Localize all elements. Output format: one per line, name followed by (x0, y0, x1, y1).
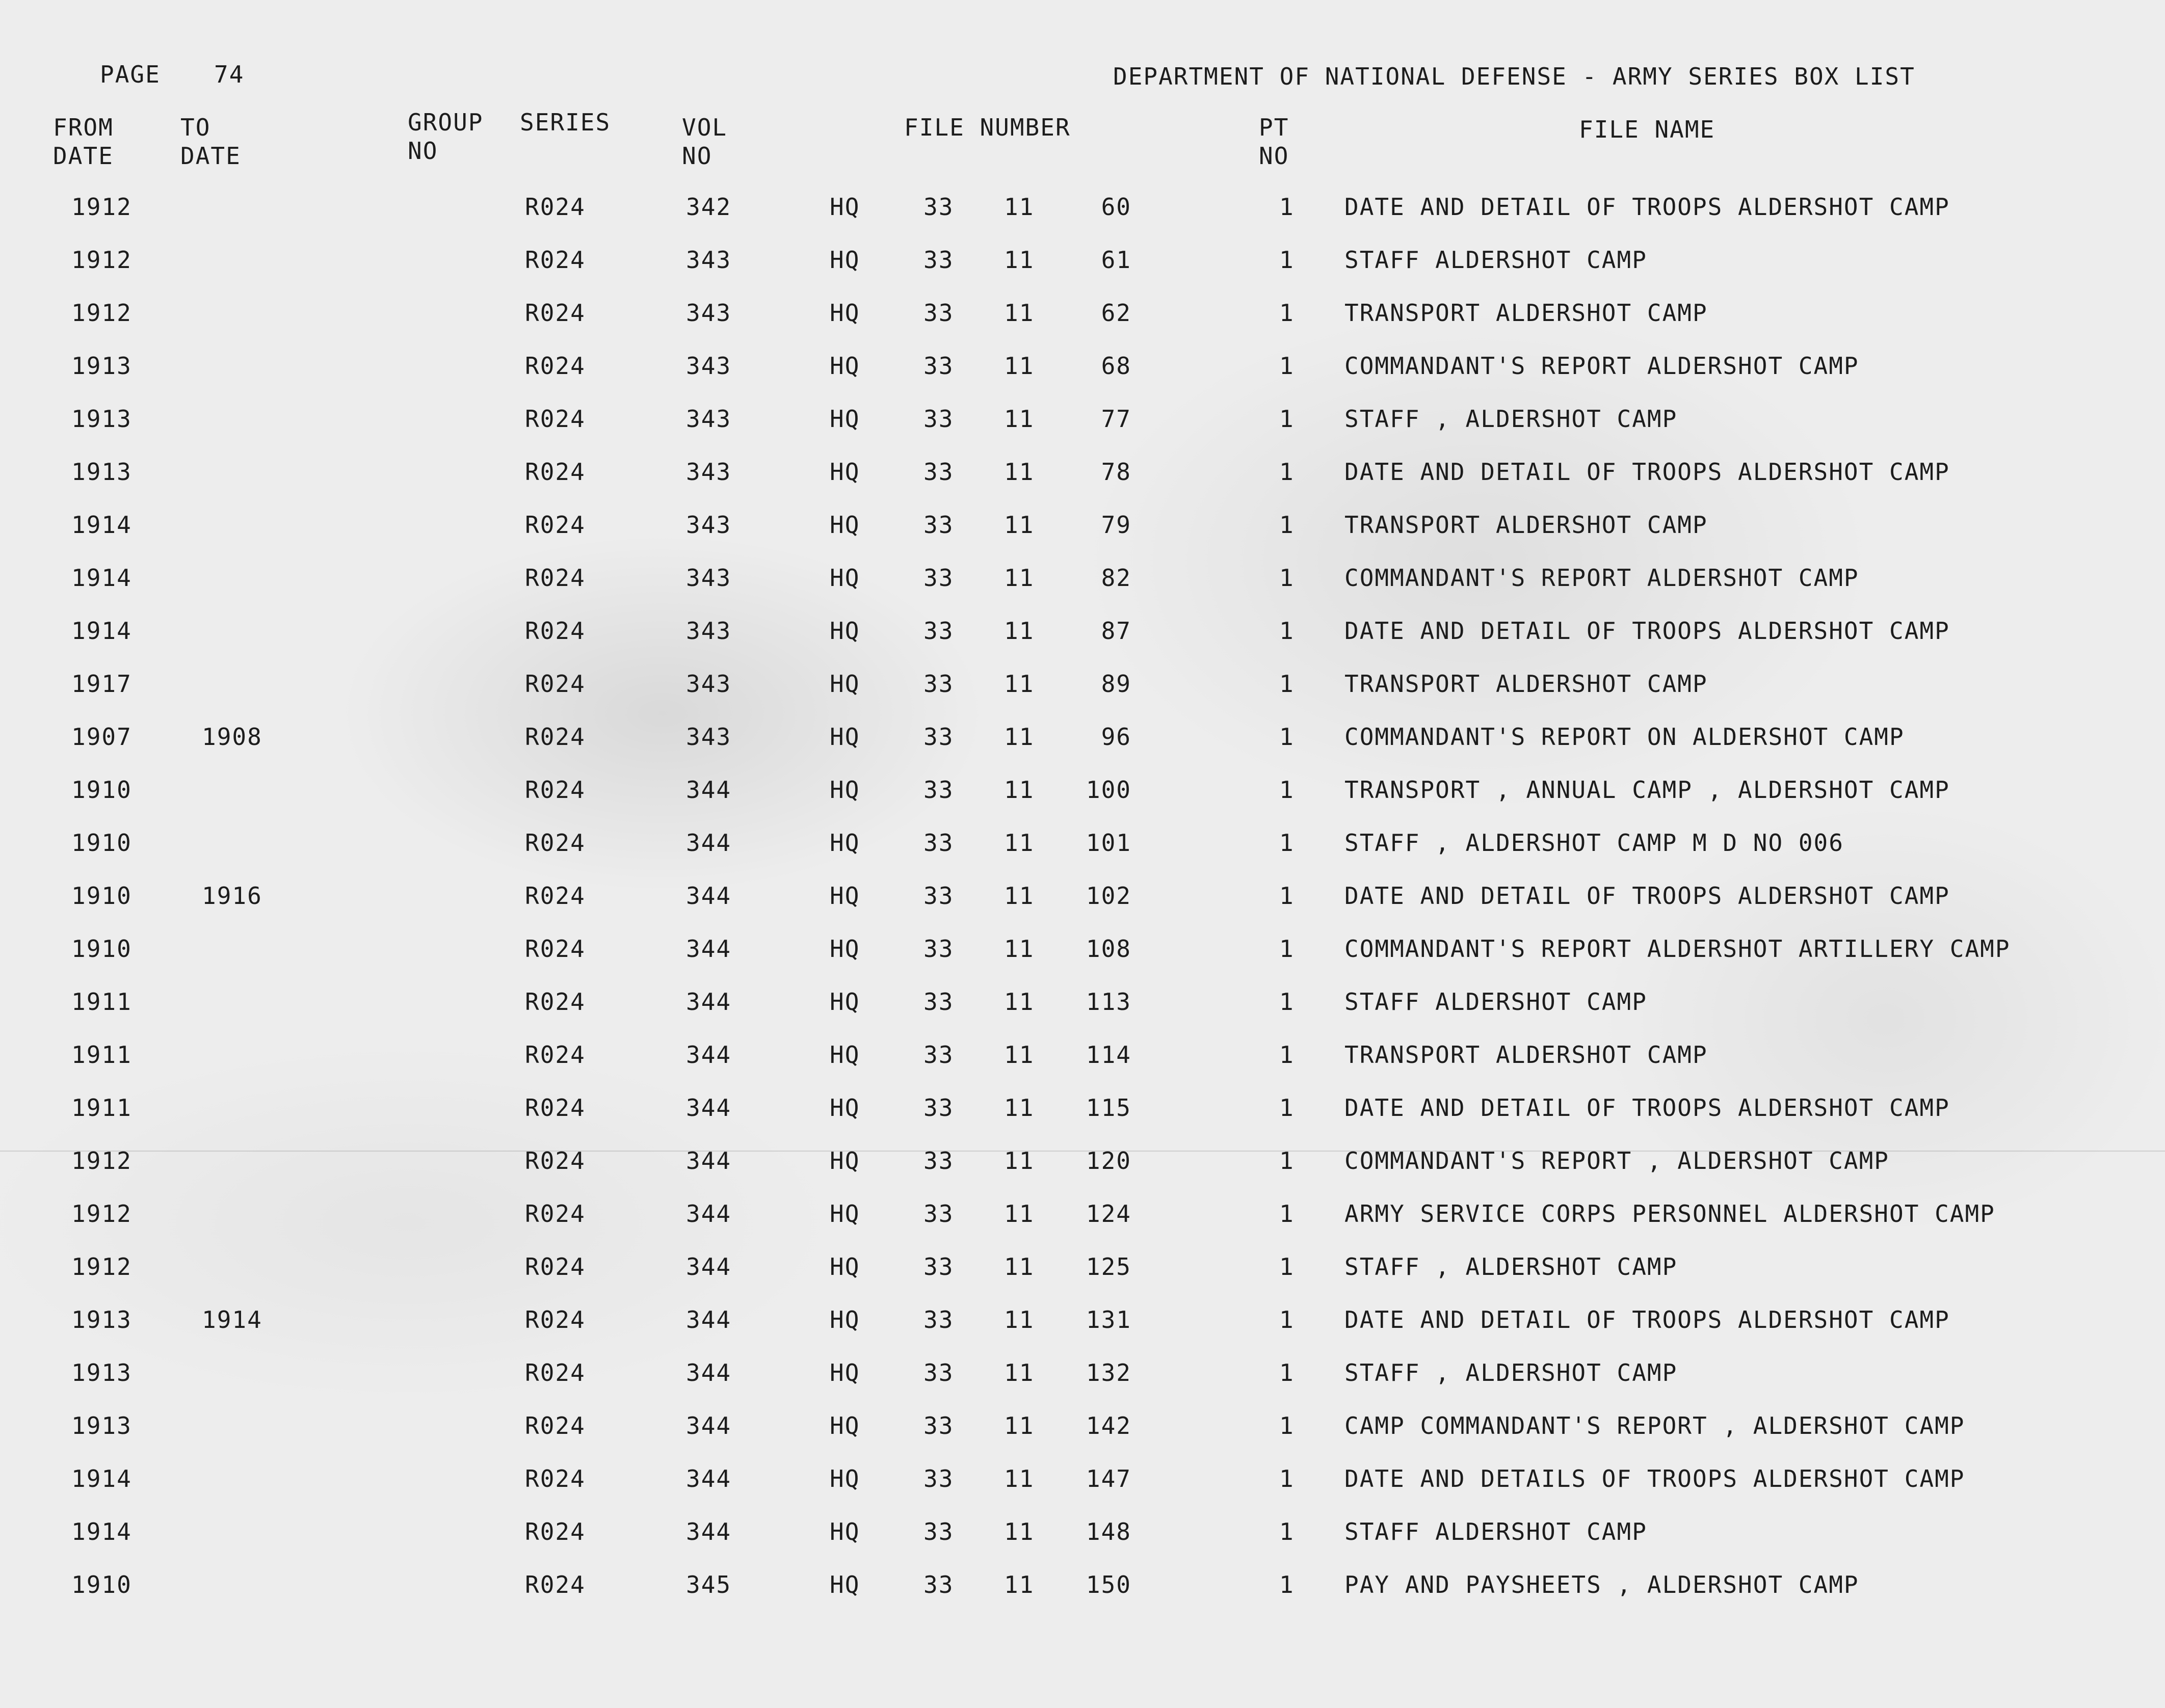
from-date-cell: 1910 (71, 935, 132, 963)
file-number-part3-cell: 77 (1101, 405, 1131, 433)
file-number-part3-cell: 62 (1101, 299, 1131, 327)
file-number-part1-cell: 33 (923, 1465, 954, 1492)
file-number-part2-cell: 11 (1004, 405, 1035, 433)
header-vol-line2: NO (682, 142, 712, 170)
from-date-cell: 1912 (71, 246, 132, 274)
box-list-table (0, 193, 2165, 1623)
file-number-part1-cell: 33 (923, 776, 954, 804)
table-row (0, 1093, 2165, 1146)
file-prefix-cell: HQ (830, 988, 860, 1016)
from-date-cell: 1914 (71, 1518, 132, 1545)
file-number-part3-cell: 79 (1101, 511, 1131, 539)
from-date-cell: 1912 (71, 1147, 132, 1175)
file-prefix-cell: HQ (830, 935, 860, 963)
file-prefix-cell: HQ (830, 458, 860, 486)
vol-no-cell: 344 (686, 1041, 732, 1069)
pt-no-cell: 1 (1279, 723, 1295, 751)
file-number-part3-cell: 96 (1101, 723, 1131, 751)
pt-no-cell: 1 (1279, 246, 1295, 274)
pt-no-cell: 1 (1279, 776, 1295, 804)
series-cell: R024 (525, 246, 586, 274)
table-row (0, 1305, 2165, 1358)
report-title: DEPARTMENT OF NATIONAL DEFENSE - ARMY SERIES BOX LIST (1113, 63, 1915, 90)
file-prefix-cell: HQ (830, 1200, 860, 1227)
file-number-part3-cell: 125 (1086, 1253, 1131, 1280)
file-number-part2-cell: 11 (1004, 1518, 1035, 1545)
pt-no-cell: 1 (1279, 1041, 1295, 1069)
file-prefix-cell: HQ (830, 1041, 860, 1069)
file-number-part2-cell: 11 (1004, 776, 1035, 804)
from-date-cell: 1914 (71, 617, 132, 645)
series-cell: R024 (525, 511, 586, 539)
table-row (0, 1252, 2165, 1305)
file-name-cell: DATE AND DETAIL OF TROOPS ALDERSHOT CAMP (1344, 882, 1950, 910)
file-number-part2-cell: 11 (1004, 829, 1035, 857)
file-number-part2-cell: 11 (1004, 193, 1035, 221)
series-cell: R024 (525, 564, 586, 592)
header-to-date (180, 113, 241, 170)
file-number-part1-cell: 33 (923, 1253, 954, 1280)
pt-no-cell: 1 (1279, 1412, 1295, 1439)
file-name-cell: STAFF ALDERSHOT CAMP (1344, 246, 1647, 274)
from-date-cell: 1913 (71, 1359, 132, 1386)
from-date-cell: 1913 (71, 405, 132, 433)
file-number-part2-cell: 11 (1004, 564, 1035, 592)
file-name-cell: TRANSPORT ALDERSHOT CAMP (1344, 1041, 1708, 1069)
table-row (0, 193, 2165, 246)
to-date-cell: 1908 (202, 723, 262, 751)
vol-no-cell: 343 (686, 458, 732, 486)
file-number-part2-cell: 11 (1004, 1412, 1035, 1439)
file-number-part2-cell: 11 (1004, 1147, 1035, 1175)
vol-no-cell: 343 (686, 511, 732, 539)
table-row (0, 617, 2165, 670)
file-number-part2-cell: 11 (1004, 988, 1035, 1016)
header-pt-line1: PT (1259, 114, 1289, 141)
file-number-part1-cell: 33 (923, 246, 954, 274)
table-row (0, 352, 2165, 405)
file-number-part2-cell: 11 (1004, 882, 1035, 910)
header-group-line1: GROUP (408, 109, 484, 136)
series-cell: R024 (525, 988, 586, 1016)
table-row (0, 458, 2165, 511)
file-number-part2-cell: 11 (1004, 723, 1035, 751)
file-prefix-cell: HQ (830, 1094, 860, 1122)
series-cell: R024 (525, 1253, 586, 1280)
series-cell: R024 (525, 193, 586, 221)
table-row (0, 935, 2165, 988)
file-name-cell: TRANSPORT ALDERSHOT CAMP (1344, 511, 1708, 539)
file-number-part1-cell: 33 (923, 882, 954, 910)
file-name-cell: TRANSPORT ALDERSHOT CAMP (1344, 670, 1708, 698)
series-cell: R024 (525, 882, 586, 910)
file-number-part2-cell: 11 (1004, 511, 1035, 539)
pt-no-cell: 1 (1279, 1359, 1295, 1386)
header-pt-no (1259, 113, 1289, 170)
file-prefix-cell: HQ (830, 1465, 860, 1492)
file-number-part3-cell: 132 (1086, 1359, 1131, 1386)
file-name-cell: PAY AND PAYSHEETS , ALDERSHOT CAMP (1344, 1571, 1859, 1598)
file-name-cell: STAFF , ALDERSHOT CAMP (1344, 1253, 1678, 1280)
series-cell: R024 (525, 1412, 586, 1439)
vol-no-cell: 343 (686, 564, 732, 592)
file-prefix-cell: HQ (830, 617, 860, 645)
file-number-part3-cell: 68 (1101, 352, 1131, 380)
table-row (0, 1146, 2165, 1199)
file-name-cell: DATE AND DETAIL OF TROOPS ALDERSHOT CAMP (1344, 1306, 1950, 1333)
pt-no-cell: 1 (1279, 458, 1295, 486)
series-cell: R024 (525, 1359, 586, 1386)
pt-no-cell: 1 (1279, 299, 1295, 327)
header-vol-no (682, 113, 727, 170)
from-date-cell: 1914 (71, 564, 132, 592)
series-cell: R024 (525, 1306, 586, 1333)
table-row (0, 1517, 2165, 1570)
pt-no-cell: 1 (1279, 1306, 1295, 1333)
table-row (0, 1040, 2165, 1093)
file-number-part2-cell: 11 (1004, 935, 1035, 963)
series-cell: R024 (525, 1571, 586, 1598)
file-name-cell: TRANSPORT ALDERSHOT CAMP (1344, 299, 1708, 327)
vol-no-cell: 344 (686, 988, 732, 1016)
file-prefix-cell: HQ (830, 776, 860, 804)
pt-no-cell: 1 (1279, 1253, 1295, 1280)
page-number: 74 (214, 61, 245, 88)
file-number-part2-cell: 11 (1004, 1253, 1035, 1280)
file-number-part2-cell: 11 (1004, 1041, 1035, 1069)
to-date-cell: 1916 (202, 882, 262, 910)
header-pt-line2: NO (1259, 142, 1289, 170)
file-number-part1-cell: 33 (923, 670, 954, 698)
from-date-cell: 1911 (71, 988, 132, 1016)
file-number-part3-cell: 108 (1086, 935, 1131, 963)
file-name-cell: DATE AND DETAIL OF TROOPS ALDERSHOT CAMP (1344, 193, 1950, 221)
table-row (0, 246, 2165, 299)
file-prefix-cell: HQ (830, 670, 860, 698)
from-date-cell: 1910 (71, 1571, 132, 1598)
vol-no-cell: 343 (686, 723, 732, 751)
table-row (0, 1570, 2165, 1623)
vol-no-cell: 344 (686, 882, 732, 910)
header-group-line2: NO (408, 137, 438, 165)
series-cell: R024 (525, 1465, 586, 1492)
file-number-part1-cell: 33 (923, 1200, 954, 1227)
from-date-cell: 1912 (71, 1253, 132, 1280)
series-cell: R024 (525, 458, 586, 486)
file-prefix-cell: HQ (830, 1571, 860, 1598)
file-number-part3-cell: 113 (1086, 988, 1131, 1016)
series-cell: R024 (525, 1200, 586, 1227)
pt-no-cell: 1 (1279, 670, 1295, 698)
file-number-part2-cell: 11 (1004, 1094, 1035, 1122)
file-number-part3-cell: 124 (1086, 1200, 1131, 1227)
table-row (0, 988, 2165, 1040)
file-number-part1-cell: 33 (923, 193, 954, 221)
file-number-part3-cell: 120 (1086, 1147, 1131, 1175)
page-label: PAGE (100, 61, 161, 88)
vol-no-cell: 343 (686, 617, 732, 645)
series-cell: R024 (525, 670, 586, 698)
file-number-part1-cell: 33 (923, 617, 954, 645)
vol-no-cell: 343 (686, 299, 732, 327)
vol-no-cell: 342 (686, 193, 732, 221)
pt-no-cell: 1 (1279, 1200, 1295, 1227)
header-file-name: FILE NAME (1579, 116, 1715, 143)
file-number-part3-cell: 61 (1101, 246, 1131, 274)
vol-no-cell: 344 (686, 1465, 732, 1492)
table-row (0, 299, 2165, 352)
file-number-part3-cell: 89 (1101, 670, 1131, 698)
file-name-cell: ARMY SERVICE CORPS PERSONNEL ALDERSHOT CAMP (1344, 1200, 1995, 1227)
series-cell: R024 (525, 1518, 586, 1545)
file-number-part2-cell: 11 (1004, 1465, 1035, 1492)
to-date-cell: 1914 (202, 1306, 262, 1333)
series-cell: R024 (525, 1094, 586, 1122)
file-name-cell: CAMP COMMANDANT'S REPORT , ALDERSHOT CAMP (1344, 1412, 1965, 1439)
table-row (0, 723, 2165, 776)
header-file-number: FILE NUMBER (904, 114, 1071, 141)
from-date-cell: 1911 (71, 1094, 132, 1122)
file-number-part3-cell: 87 (1101, 617, 1131, 645)
file-number-part3-cell: 101 (1086, 829, 1131, 857)
file-number-part3-cell: 102 (1086, 882, 1131, 910)
file-prefix-cell: HQ (830, 1518, 860, 1545)
file-number-part1-cell: 33 (923, 564, 954, 592)
vol-no-cell: 344 (686, 1147, 732, 1175)
vol-no-cell: 344 (686, 1518, 732, 1545)
file-name-cell: STAFF , ALDERSHOT CAMP (1344, 1359, 1678, 1386)
series-cell: R024 (525, 829, 586, 857)
file-number-part2-cell: 11 (1004, 299, 1035, 327)
vol-no-cell: 344 (686, 776, 732, 804)
header-vol-line1: VOL (682, 114, 728, 141)
from-date-cell: 1912 (71, 299, 132, 327)
table-row (0, 670, 2165, 723)
series-cell: R024 (525, 723, 586, 751)
file-prefix-cell: HQ (830, 511, 860, 539)
file-prefix-cell: HQ (830, 829, 860, 857)
file-number-part1-cell: 33 (923, 1518, 954, 1545)
vol-no-cell: 343 (686, 670, 732, 698)
table-row (0, 882, 2165, 935)
file-number-part1-cell: 33 (923, 458, 954, 486)
file-number-part1-cell: 33 (923, 935, 954, 963)
file-name-cell: STAFF , ALDERSHOT CAMP M D NO 006 (1344, 829, 1844, 857)
file-prefix-cell: HQ (830, 1306, 860, 1333)
file-number-part1-cell: 33 (923, 1147, 954, 1175)
from-date-cell: 1912 (71, 193, 132, 221)
series-cell: R024 (525, 405, 586, 433)
pt-no-cell: 1 (1279, 935, 1295, 963)
vol-no-cell: 344 (686, 1253, 732, 1280)
file-number-part1-cell: 33 (923, 352, 954, 380)
table-row (0, 564, 2165, 617)
vol-no-cell: 344 (686, 829, 732, 857)
pt-no-cell: 1 (1279, 1094, 1295, 1122)
from-date-cell: 1912 (71, 1200, 132, 1227)
table-row (0, 1199, 2165, 1252)
file-name-cell: DATE AND DETAIL OF TROOPS ALDERSHOT CAMP (1344, 458, 1950, 486)
series-cell: R024 (525, 935, 586, 963)
file-number-part3-cell: 142 (1086, 1412, 1131, 1439)
file-number-part3-cell: 131 (1086, 1306, 1131, 1333)
file-number-part3-cell: 147 (1086, 1465, 1131, 1492)
from-date-cell: 1910 (71, 829, 132, 857)
table-row (0, 511, 2165, 564)
file-name-cell: COMMANDANT'S REPORT ON ALDERSHOT CAMP (1344, 723, 1905, 751)
file-number-part2-cell: 11 (1004, 1306, 1035, 1333)
pt-no-cell: 1 (1279, 829, 1295, 857)
file-number-part3-cell: 82 (1101, 564, 1131, 592)
file-number-part3-cell: 78 (1101, 458, 1131, 486)
file-number-part1-cell: 33 (923, 1306, 954, 1333)
file-name-cell: COMMANDANT'S REPORT ALDERSHOT ARTILLERY CAMP (1344, 935, 2011, 963)
from-date-cell: 1913 (71, 1306, 132, 1333)
header-group-no (408, 108, 483, 165)
file-name-cell: STAFF ALDERSHOT CAMP (1344, 1518, 1647, 1545)
file-number-part1-cell: 33 (923, 1041, 954, 1069)
file-prefix-cell: HQ (830, 1359, 860, 1386)
file-number-part1-cell: 33 (923, 511, 954, 539)
series-cell: R024 (525, 1147, 586, 1175)
file-prefix-cell: HQ (830, 246, 860, 274)
file-number-part2-cell: 11 (1004, 1571, 1035, 1598)
pt-no-cell: 1 (1279, 511, 1295, 539)
from-date-cell: 1913 (71, 352, 132, 380)
file-name-cell: DATE AND DETAIL OF TROOPS ALDERSHOT CAMP (1344, 1094, 1950, 1122)
file-number-part1-cell: 33 (923, 1359, 954, 1386)
file-prefix-cell: HQ (830, 723, 860, 751)
file-number-part2-cell: 11 (1004, 246, 1035, 274)
header-to-line1: TO (180, 114, 211, 141)
file-prefix-cell: HQ (830, 405, 860, 433)
vol-no-cell: 344 (686, 1200, 732, 1227)
from-date-cell: 1913 (71, 458, 132, 486)
file-number-part2-cell: 11 (1004, 1359, 1035, 1386)
vol-no-cell: 344 (686, 1306, 732, 1333)
header-to-line2: DATE (180, 142, 241, 170)
table-row (0, 1411, 2165, 1464)
file-number-part3-cell: 114 (1086, 1041, 1131, 1069)
from-date-cell: 1910 (71, 882, 132, 910)
series-cell: R024 (525, 776, 586, 804)
file-number-part1-cell: 33 (923, 829, 954, 857)
file-name-cell: COMMANDANT'S REPORT ALDERSHOT CAMP (1344, 352, 1859, 380)
file-name-cell: STAFF , ALDERSHOT CAMP (1344, 405, 1678, 433)
file-prefix-cell: HQ (830, 882, 860, 910)
pt-no-cell: 1 (1279, 617, 1295, 645)
vol-no-cell: 344 (686, 1094, 732, 1122)
file-number-part1-cell: 33 (923, 1094, 954, 1122)
file-number-part1-cell: 33 (923, 299, 954, 327)
pt-no-cell: 1 (1279, 405, 1295, 433)
file-prefix-cell: HQ (830, 1412, 860, 1439)
file-prefix-cell: HQ (830, 1253, 860, 1280)
file-number-part3-cell: 60 (1101, 193, 1131, 221)
table-row (0, 829, 2165, 882)
file-name-cell: COMMANDANT'S REPORT , ALDERSHOT CAMP (1344, 1147, 1889, 1175)
file-number-part2-cell: 11 (1004, 670, 1035, 698)
header-from-line1: FROM (53, 114, 114, 141)
file-prefix-cell: HQ (830, 564, 860, 592)
file-name-cell: STAFF ALDERSHOT CAMP (1344, 988, 1647, 1016)
file-prefix-cell: HQ (830, 352, 860, 380)
file-name-cell: COMMANDANT'S REPORT ALDERSHOT CAMP (1344, 564, 1859, 592)
header-series: SERIES (520, 109, 611, 136)
header-from-line2: DATE (53, 142, 114, 170)
file-number-part3-cell: 100 (1086, 776, 1131, 804)
pt-no-cell: 1 (1279, 1518, 1295, 1545)
header-from-date (53, 113, 114, 170)
vol-no-cell: 343 (686, 352, 732, 380)
file-name-cell: TRANSPORT , ANNUAL CAMP , ALDERSHOT CAMP (1344, 776, 1950, 804)
file-number-part2-cell: 11 (1004, 617, 1035, 645)
vol-no-cell: 345 (686, 1571, 732, 1598)
file-number-part1-cell: 33 (923, 1412, 954, 1439)
from-date-cell: 1910 (71, 776, 132, 804)
file-name-cell: DATE AND DETAILS OF TROOPS ALDERSHOT CAMP (1344, 1465, 1965, 1492)
table-row (0, 776, 2165, 829)
from-date-cell: 1914 (71, 1465, 132, 1492)
vol-no-cell: 343 (686, 405, 732, 433)
vol-no-cell: 344 (686, 935, 732, 963)
file-prefix-cell: HQ (830, 193, 860, 221)
file-number-part2-cell: 11 (1004, 458, 1035, 486)
file-number-part1-cell: 33 (923, 405, 954, 433)
pt-no-cell: 1 (1279, 564, 1295, 592)
pt-no-cell: 1 (1279, 352, 1295, 380)
pt-no-cell: 1 (1279, 882, 1295, 910)
from-date-cell: 1914 (71, 511, 132, 539)
pt-no-cell: 1 (1279, 1465, 1295, 1492)
file-number-part3-cell: 150 (1086, 1571, 1131, 1598)
pt-no-cell: 1 (1279, 1147, 1295, 1175)
vol-no-cell: 344 (686, 1359, 732, 1386)
vol-no-cell: 343 (686, 246, 732, 274)
file-number-part3-cell: 148 (1086, 1518, 1131, 1545)
series-cell: R024 (525, 1041, 586, 1069)
vol-no-cell: 344 (686, 1412, 732, 1439)
file-name-cell: DATE AND DETAIL OF TROOPS ALDERSHOT CAMP (1344, 617, 1950, 645)
file-number-part3-cell: 115 (1086, 1094, 1131, 1122)
pt-no-cell: 1 (1279, 193, 1295, 221)
table-row (0, 1358, 2165, 1411)
series-cell: R024 (525, 352, 586, 380)
from-date-cell: 1917 (71, 670, 132, 698)
table-row (0, 1464, 2165, 1517)
file-number-part2-cell: 11 (1004, 1200, 1035, 1227)
file-number-part2-cell: 11 (1004, 352, 1035, 380)
table-row (0, 405, 2165, 458)
pt-no-cell: 1 (1279, 1571, 1295, 1598)
file-number-part1-cell: 33 (923, 988, 954, 1016)
file-prefix-cell: HQ (830, 299, 860, 327)
file-number-part1-cell: 33 (923, 723, 954, 751)
pt-no-cell: 1 (1279, 988, 1295, 1016)
from-date-cell: 1911 (71, 1041, 132, 1069)
from-date-cell: 1913 (71, 1412, 132, 1439)
file-prefix-cell: HQ (830, 1147, 860, 1175)
series-cell: R024 (525, 299, 586, 327)
file-number-part1-cell: 33 (923, 1571, 954, 1598)
from-date-cell: 1907 (71, 723, 132, 751)
series-cell: R024 (525, 617, 586, 645)
